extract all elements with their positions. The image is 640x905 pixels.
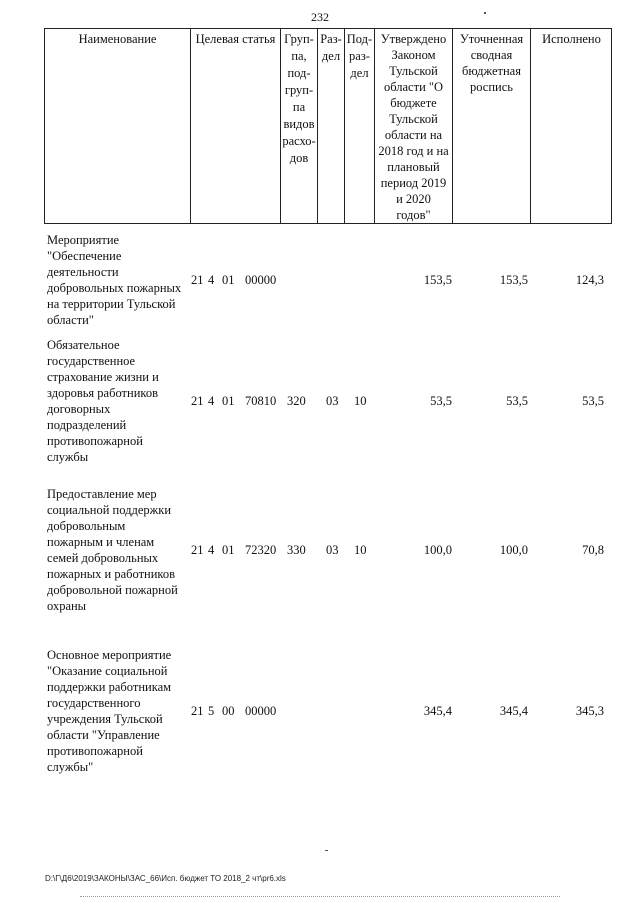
code-direction: 72320 — [245, 543, 277, 557]
header-executed: Исполнено — [542, 32, 601, 46]
code-event: 01 — [222, 394, 235, 408]
refined-value: 345,4 — [499, 704, 528, 718]
code-direction: 70810 — [245, 394, 277, 408]
approved-value: 345,4 — [423, 704, 452, 718]
approved-value: 53,5 — [430, 394, 452, 408]
scan-speck — [484, 12, 486, 14]
approved-value: 100,0 — [423, 543, 452, 557]
code-program: 21 — [191, 543, 204, 557]
code-subprogram: 4 — [208, 394, 215, 408]
executed-value: 53,5 — [582, 394, 604, 408]
executed-value: 70,8 — [582, 543, 604, 557]
code-event: 01 — [222, 543, 235, 557]
approved-value: 153,5 — [423, 273, 452, 287]
subsection-value: 10 — [354, 394, 367, 408]
table-header — [44, 28, 612, 224]
code-subprogram: 4 — [208, 543, 215, 557]
row-name: Основное мероприятие "Оказание социальной поддержки работникам государственного учреждения Тульской области "Управление противопожарной службы" — [47, 648, 172, 774]
executed-value: 124,3 — [575, 273, 604, 287]
code-event: 00 — [222, 704, 235, 718]
code-subprogram: 5 — [208, 704, 215, 718]
footer-divider — [80, 896, 560, 897]
section-value: 03 — [326, 543, 339, 557]
header-section: Раз- дел — [318, 29, 345, 223]
code-direction: 00000 — [245, 273, 277, 287]
section-value: 03 — [326, 394, 339, 408]
code-direction: 00000 — [245, 704, 277, 718]
expense-group-value: 320 — [287, 394, 306, 408]
subsection-value: 10 — [354, 543, 367, 557]
header-expense-group: Груп- па, под- груп- па видов расхо- дов — [281, 29, 318, 223]
code-subprogram: 4 — [208, 273, 215, 287]
header-name: Наименование — [45, 29, 191, 223]
row-name: Обязательное государственное страхование жизни и здоровья работников договорных подразделений противопожарной службы — [47, 338, 159, 464]
code-event: 01 — [222, 273, 235, 287]
code-program: 21 — [191, 394, 204, 408]
refined-value: 100,0 — [499, 543, 528, 557]
code-program: 21 — [191, 704, 204, 718]
header-approved: Утверждено Законом Тульской области "О бюджете Тульской области на 2018 год и на плановый период 2019 и 2020 годов" — [375, 29, 453, 223]
row-name: Мероприятие "Обеспечение деятельности добровольных пожарных на территории Тульской области" — [47, 233, 182, 327]
header-target-article: Целевая статья — [191, 29, 281, 223]
executed-value: 345,3 — [575, 704, 604, 718]
scan-speck — [325, 850, 328, 851]
refined-value: 153,5 — [499, 273, 528, 287]
header-refined: Уточненная сводная бюджетная роспись — [453, 29, 531, 223]
file-path-footer: D:\Г\Д6\2019\ЗАКОНЫ\ЗАС_66\Исп. бюджет ТО 2018_2 чт\pr6.xls — [45, 874, 286, 883]
refined-value: 53,5 — [506, 394, 528, 408]
expense-group-value: 330 — [287, 543, 306, 557]
page-number: 232 — [311, 10, 329, 24]
row-name: Предоставление мер социальной поддержки добровольным пожарным и членам семей добровольных пожарных и работников добровольной пожарной охраны — [47, 487, 178, 613]
code-program: 21 — [191, 273, 204, 287]
header-subsection: Под- раз- дел — [345, 29, 375, 223]
